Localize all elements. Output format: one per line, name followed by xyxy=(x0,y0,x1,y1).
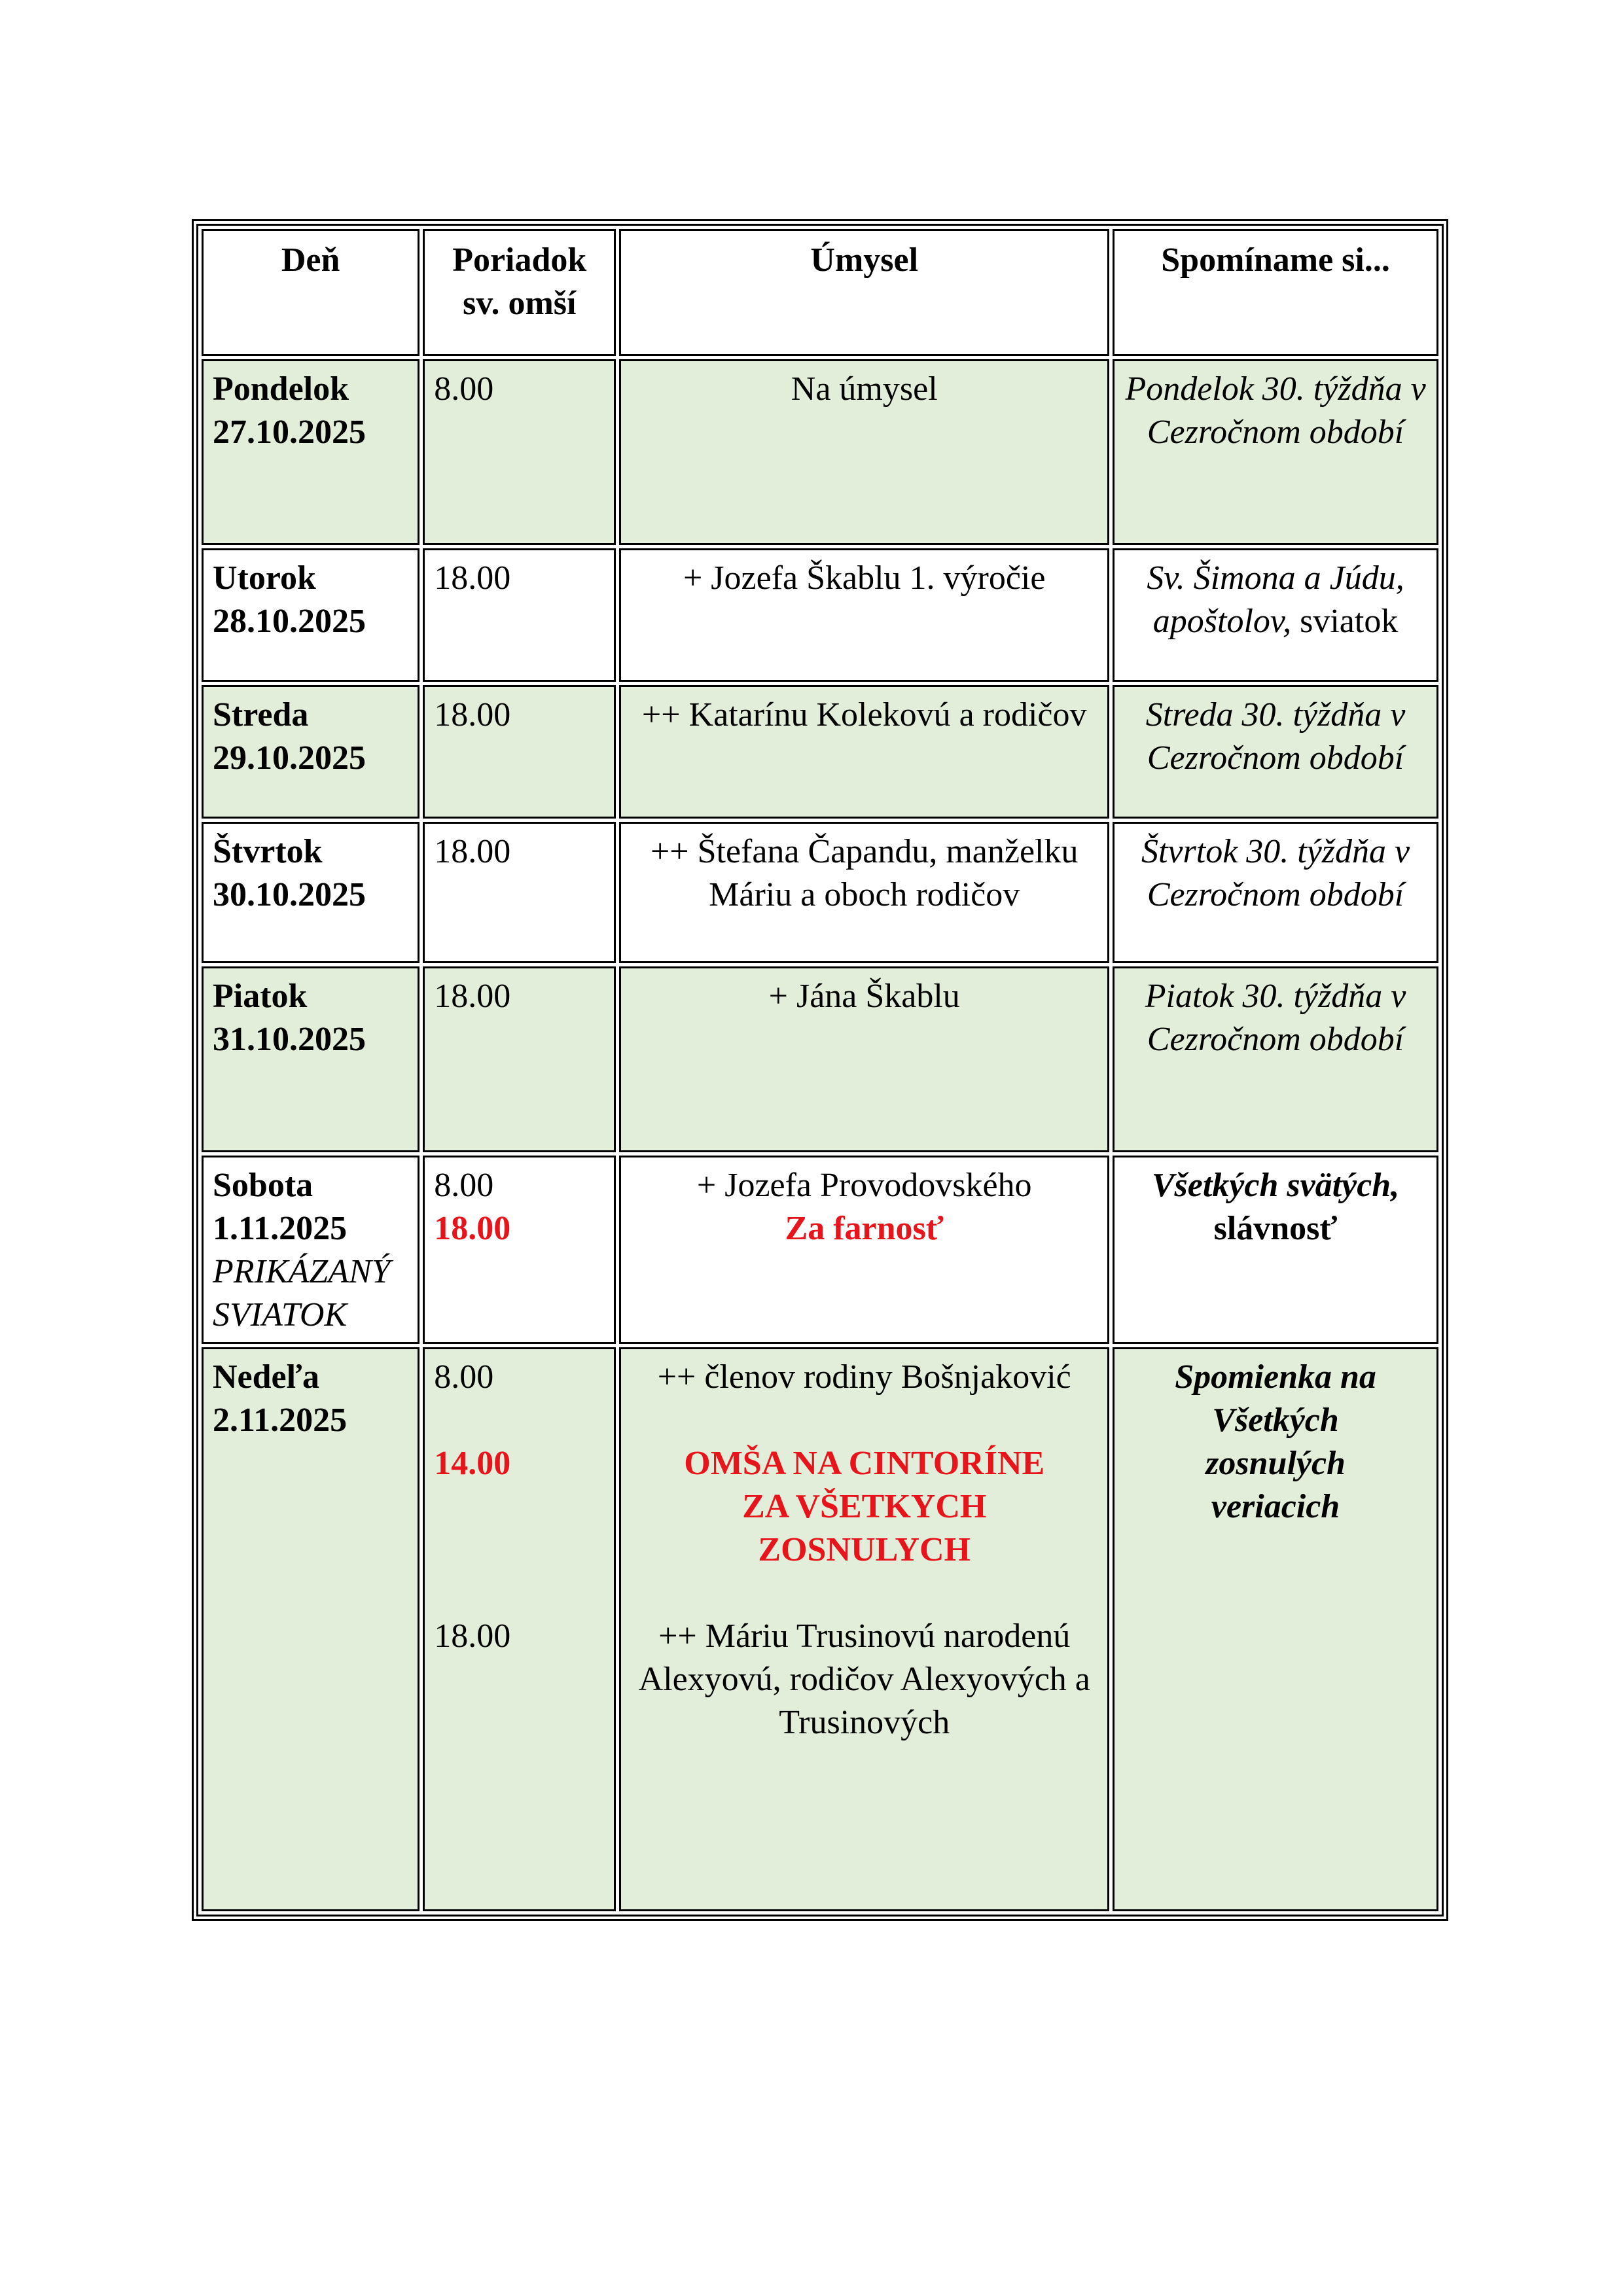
header-row xyxy=(202,229,1438,356)
remember-rank: slávnosť xyxy=(1213,1210,1338,1247)
time-cell xyxy=(423,548,616,682)
remember-text: Streda 30. týždňa v Cezročnom období xyxy=(1145,696,1406,777)
intention-text: ++ členov rodiny Bošnjaković xyxy=(657,1358,1071,1396)
day-date: 27.10.2025 xyxy=(213,414,366,451)
time-cell xyxy=(423,822,616,963)
row-pondelok xyxy=(202,359,1438,545)
remember-feast: Sv. Šimona a Júdu, apoštolov, xyxy=(1147,559,1404,640)
remember-rank: sviatok xyxy=(1291,603,1399,640)
day-date: 28.10.2025 xyxy=(213,603,366,640)
intention-text: + Jána Škablu xyxy=(768,978,960,1015)
mass-time-highlight: 14.00 xyxy=(434,1445,511,1482)
row-utorok xyxy=(202,548,1438,682)
intention-highlight: OMŠA NA CINTORÍNE ZA VŠETKYCH ZOSNULYCH xyxy=(684,1445,1045,1568)
row-piatok xyxy=(202,966,1438,1152)
intention-text: ++ Máriu Trusinovú narodenú Alexyovú, rodičov Alexyových a Trusinových xyxy=(638,1617,1090,1741)
day-date: 29.10.2025 xyxy=(213,739,366,777)
remember-text: Štvrtok 30. týždňa v Cezročnom období xyxy=(1141,833,1410,913)
remember-cell xyxy=(1113,1347,1438,1911)
day-date: 2.11.2025 xyxy=(213,1402,348,1439)
remember-cell xyxy=(1113,822,1438,963)
time-cell xyxy=(423,685,616,819)
day-name: Štvrtok xyxy=(213,833,323,870)
mass-time: 8.00 xyxy=(434,1358,494,1396)
remember-cell xyxy=(1113,548,1438,682)
day-cell xyxy=(202,822,419,963)
day-cell xyxy=(202,359,419,545)
time-cell xyxy=(423,966,616,1152)
holiday-note: PRIKÁZANÝ SVIATOK xyxy=(213,1253,391,1333)
day-date: 1.11.2025 xyxy=(213,1210,348,1247)
day-cell xyxy=(202,548,419,682)
intention-cell xyxy=(619,822,1109,963)
remember-cell xyxy=(1113,1156,1438,1344)
day-date: 31.10.2025 xyxy=(213,1021,366,1058)
intention-cell xyxy=(619,1347,1109,1911)
mass-time: 18.00 xyxy=(434,833,511,870)
remember-cell xyxy=(1113,966,1438,1152)
mass-time: 8.00 xyxy=(434,1167,494,1204)
remember-feast: Všetkých svätých, xyxy=(1151,1167,1400,1204)
day-name: Nedeľa xyxy=(213,1358,320,1396)
intention-text: + Jozefa Škablu 1. výročie xyxy=(683,559,1046,597)
intention-cell xyxy=(619,1156,1109,1344)
time-cell xyxy=(423,359,616,545)
intention-text: Na úmysel xyxy=(791,370,938,408)
day-cell xyxy=(202,966,419,1152)
intention-cell xyxy=(619,359,1109,545)
header-day: Deň xyxy=(202,229,419,356)
header-remember: Spomíname si... xyxy=(1113,229,1438,356)
mass-time-highlight: 18.00 xyxy=(434,1210,511,1247)
mass-time: 18.00 xyxy=(434,978,511,1015)
intention-highlight: Za farnosť xyxy=(785,1210,944,1247)
day-name: Piatok xyxy=(213,978,308,1015)
day-name: Pondelok xyxy=(213,370,349,408)
intention-text: ++ Štefana Čapandu, manželku Máriu a oboch rodičov xyxy=(650,833,1079,913)
header-order: Poriadok sv. omší xyxy=(423,229,616,356)
intention-cell xyxy=(619,966,1109,1152)
row-nedela xyxy=(202,1347,1438,1911)
mass-time: 8.00 xyxy=(434,370,494,408)
mass-time: 18.00 xyxy=(434,559,511,597)
day-name: Utorok xyxy=(213,559,316,597)
time-cell xyxy=(423,1156,616,1344)
intention-cell xyxy=(619,548,1109,682)
remember-text: Piatok 30. týždňa v Cezročnom období xyxy=(1145,978,1406,1058)
day-cell xyxy=(202,685,419,819)
mass-time: 18.00 xyxy=(434,696,511,733)
row-stvrtok xyxy=(202,822,1438,963)
remember-text: Spomienka na Všetkých zosnulých veriacich xyxy=(1175,1358,1376,1525)
intention-text: + Jozefa Provodovského xyxy=(696,1167,1032,1204)
mass-schedule-table xyxy=(196,224,1444,1916)
row-streda xyxy=(202,685,1438,819)
day-cell xyxy=(202,1156,419,1344)
time-cell xyxy=(423,1347,616,1911)
remember-text: Pondelok 30. týždňa v Cezročnom období xyxy=(1125,370,1426,451)
day-cell xyxy=(202,1347,419,1911)
remember-cell xyxy=(1113,359,1438,545)
intention-cell xyxy=(619,685,1109,819)
day-name: Sobota xyxy=(213,1167,313,1204)
header-intention: Úmysel xyxy=(619,229,1109,356)
mass-time: 18.00 xyxy=(434,1617,511,1655)
intention-text: ++ Katarínu Kolekovú a rodičov xyxy=(641,696,1087,733)
day-date: 30.10.2025 xyxy=(213,876,366,913)
remember-cell xyxy=(1113,685,1438,819)
row-sobota xyxy=(202,1156,1438,1344)
day-name: Streda xyxy=(213,696,309,733)
